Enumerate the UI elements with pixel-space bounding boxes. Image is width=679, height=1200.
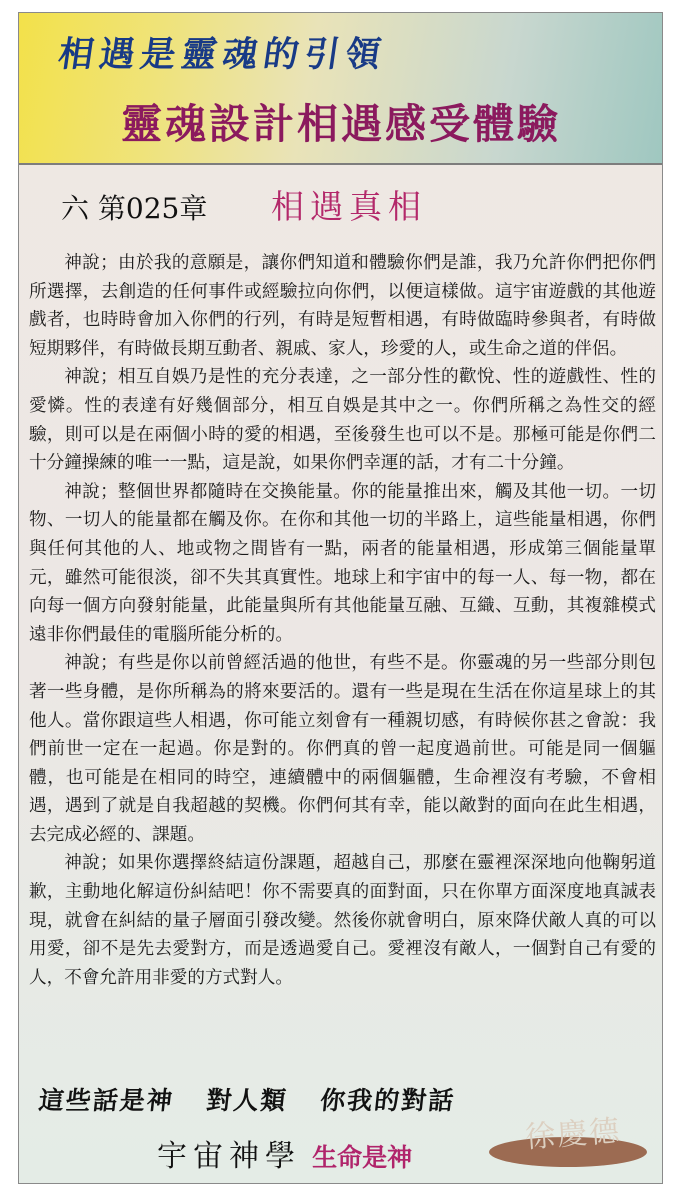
footer-tagline-part: 你我的對話 (318, 1086, 457, 1115)
footer-brand-sub: 生命是神 (312, 1143, 413, 1172)
slogan: 相遇是靈魂的引領 (55, 34, 390, 75)
article-body (29, 249, 656, 992)
signature-text: 徐慶德 (524, 1113, 623, 1156)
article-card (18, 12, 663, 1184)
paragraph: 神說；整個世界都隨時在交換能量。你的能量推出來，觸及其他一切。一切物、一切人的能量都在觸及你。在你和其他一切的半路上，這些能量相遇，你們與任何其他的人、地或物之間皆有一點，兩者的能量相遇，形成第三個能量單元，雖然可能很淡，卻不失其真實性。地球上和宇宙中的每一人、每一物，都在向每一個方向發射能量，此能量與所有其他能量互融、互織、互動，其複雜模式遠非你們最佳的電腦所能分析的。 (29, 481, 656, 645)
footer-tagline-part: 這些話是神 (37, 1086, 176, 1115)
author-signature (485, 1115, 650, 1175)
paragraph: 神說；相互自娛乃是性的充分表達，之一部分性的歡悅、性的遊戲性、性的愛憐。性的表達有好幾個部分，相互自娛是其中之一。你們所稱之為性交的經驗，則可以是在兩個小時的愛的相遇，至後發生也可以不是。那極可能是你們二十分鐘操練的唯一一點，這是說，如果你們幸運的話，才有二十分鐘。 (29, 367, 656, 474)
footer-brand (157, 1131, 412, 1175)
paragraph: 神說；有些是你以前曾經活過的他世，有些不是。你靈魂的另一些部分則包著一些身體，是你所稱為的將來要活的。還有一些是現在生活在你這星球上的其他人。當你跟這些人相遇，你可能立刻會有一種親切感，有時候你甚之會說：我們前世一定在一起過。你是對的。你們真的曾一起度過前世。可能是同一個軀體，也可能是在相同的時空，連續體中的兩個軀體，生命裡沒有考驗，不會相遇，遇到了就是自我超越的契機。你們何其有幸，能以敵對的面向在此生相遇，去完成必經的、課題。 (29, 653, 656, 845)
chapter-number: 六 第025章 (61, 192, 208, 225)
footer-tagline (37, 1081, 479, 1117)
paragraph: 神說；由於我的意願是，讓你們知道和體驗你們是誰，我乃允許你們把你們所選擇，去創造的任何事件或經驗拉向你們，以便這樣做。這宇宙遊戲的其他遊戲者，也時時會加入你們的行列，有時是短暫相遇，有時做臨時參與者，有時做短期夥伴，有時做長期互動者、親戚、家人，珍愛的人，或生命之道的伴侶。 (29, 253, 656, 359)
footer-tagline-part: 對人類 (205, 1086, 290, 1115)
footer-brand-main: 宇宙神學 (157, 1139, 301, 1174)
main-title: 靈魂設計相遇感受體驗 (121, 100, 561, 148)
paragraph: 神說；如果你選擇終結這份課題，超越自己，那麼在靈裡深深地向他鞠躬道歉，主動地化解這份糾結吧！你不需要真的面對面，只在你單方面深度地真誠表現，就會在糾結的量子層面引發改變。然後你就會明白，原來降伏敵人真的可以用愛，卻不是先去愛對方，而是透過愛自己。愛裡沒有敵人，一個對自己有愛的人，不會允許用非愛的方式對人。 (29, 853, 656, 988)
chapter-title: 相遇真相 (271, 187, 427, 226)
header-banner (19, 13, 662, 165)
